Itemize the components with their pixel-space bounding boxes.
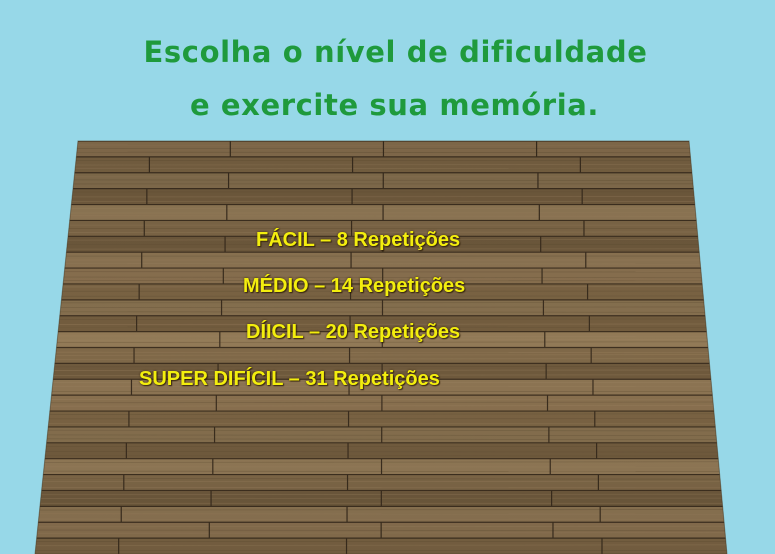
option-medio-button[interactable]: MÉDIO – 14 Repetições [243, 275, 466, 297]
option-facil-button[interactable]: FÁCIL – 8 Repetições [256, 229, 461, 251]
title-line-2: e exercite sua memória. [189, 88, 600, 122]
option-dificil-button[interactable]: DÍICIL – 20 Repetições [246, 321, 461, 343]
option-super-dificil-button[interactable]: SUPER DIFÍCIL – 31 Repetições [139, 368, 440, 390]
title-line-1: Escolha o nível de dificuldade [143, 35, 648, 69]
